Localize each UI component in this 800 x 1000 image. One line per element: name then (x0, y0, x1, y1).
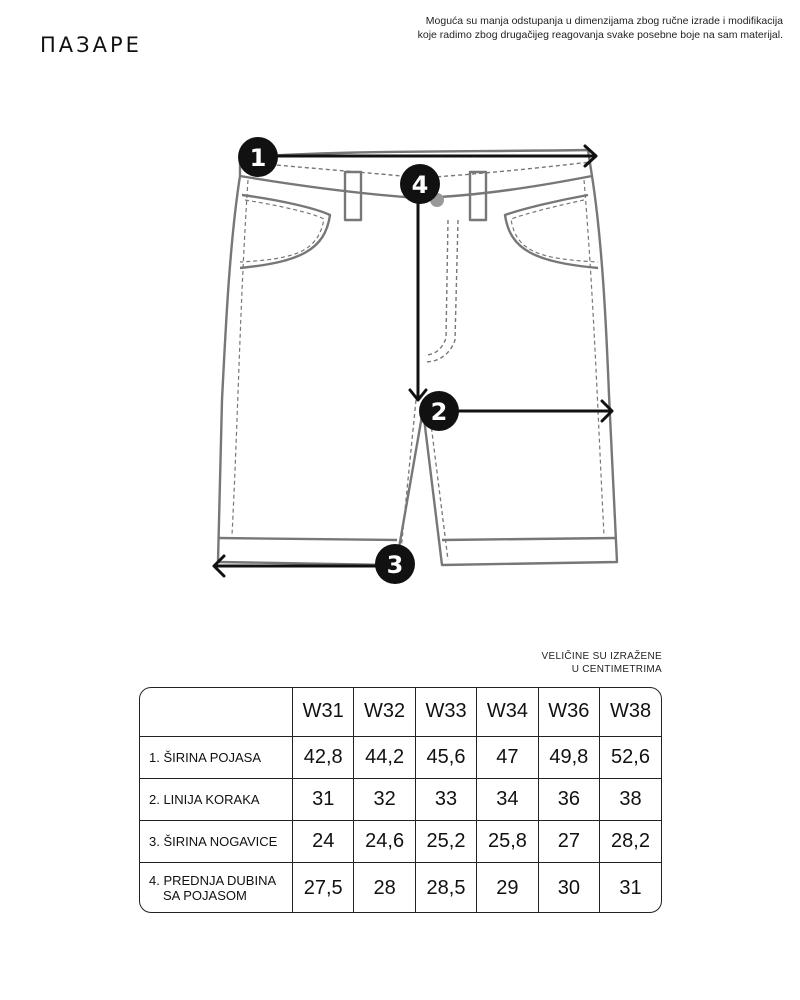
table-cell: 47 (477, 736, 538, 778)
brand-logo: ПАЗАРЕ (40, 33, 142, 57)
table-cell: 24,6 (354, 820, 415, 862)
table-cell: 33 (415, 778, 476, 820)
table-row (140, 820, 661, 862)
marker-2-badge (419, 391, 459, 431)
size-header-w32: W32 (354, 688, 415, 736)
marker-4-number: 4 (411, 171, 429, 199)
size-header-w33: W33 (415, 688, 476, 736)
table-cell: 27,5 (293, 862, 354, 913)
table-cell: 34 (477, 778, 538, 820)
marker-3-number: 3 (386, 551, 404, 579)
marker-1-number: 1 (249, 144, 267, 172)
table-cell: 28,5 (415, 862, 476, 913)
header-corner-cell (140, 688, 293, 736)
table-cell: 28 (354, 862, 415, 913)
table-cell: 52,6 (600, 736, 661, 778)
units-note-line-2: U CENTIMETRIMA (571, 664, 662, 675)
inseam-arrow (440, 401, 612, 421)
table-cell: 42,8 (293, 736, 354, 778)
table-cell: 25,2 (415, 820, 476, 862)
table-row (140, 736, 661, 778)
row-label-inseam: 2. LINIJA KORAKA (140, 778, 293, 820)
row-label-waist: 1. ŠIRINA POJASA (140, 736, 293, 778)
row-label-leg-opening: 3. ŠIRINA NOGAVICE (140, 820, 293, 862)
size-header-w34: W34 (477, 688, 538, 736)
table-cell: 45,6 (415, 736, 476, 778)
marker-2-number: 2 (430, 398, 448, 426)
leg-opening-arrow (214, 556, 394, 576)
marker-1-badge (238, 137, 278, 177)
units-note-line-1: VELIČINE SU IZRAŽENE (541, 651, 662, 662)
size-table-container (139, 687, 662, 913)
front-rise-arrow (410, 185, 426, 400)
measurement-arrows (214, 146, 612, 576)
size-header-row (140, 688, 661, 736)
table-cell: 24 (293, 820, 354, 862)
table-cell: 27 (538, 820, 599, 862)
row-label-front-rise-line-2: SA POJASOM (163, 888, 247, 904)
size-header-w36: W36 (538, 688, 599, 736)
table-cell: 49,8 (538, 736, 599, 778)
table-cell: 44,2 (354, 736, 415, 778)
disclaimer-line-1: Moguća su manja odstupanja u dimenzijama zbog ručne izrade i modifikacija (425, 15, 783, 27)
table-cell: 29 (477, 862, 538, 913)
size-header-w38: W38 (600, 688, 661, 736)
table-cell: 31 (600, 862, 661, 913)
units-note (542, 650, 662, 676)
table-cell: 31 (293, 778, 354, 820)
table-cell: 25,8 (477, 820, 538, 862)
disclaimer-line-2: koje radimo zbog drugačijeg reagovanja svake posebne boje na sam materijal. (417, 29, 783, 41)
waist-arrow (260, 146, 596, 166)
row-label-front-rise-line-1: 4. PREDNJA DUBINA (149, 873, 277, 889)
table-cell: 38 (600, 778, 661, 820)
marker-4-badge (400, 164, 440, 204)
size-table (140, 688, 661, 913)
marker-3-badge (375, 544, 415, 584)
size-header-w31: W31 (293, 688, 354, 736)
row-label-front-rise (140, 862, 293, 913)
table-cell: 32 (354, 778, 415, 820)
table-row (140, 778, 661, 820)
table-cell: 30 (538, 862, 599, 913)
table-cell: 28,2 (600, 820, 661, 862)
table-row (140, 862, 661, 913)
table-cell: 36 (538, 778, 599, 820)
